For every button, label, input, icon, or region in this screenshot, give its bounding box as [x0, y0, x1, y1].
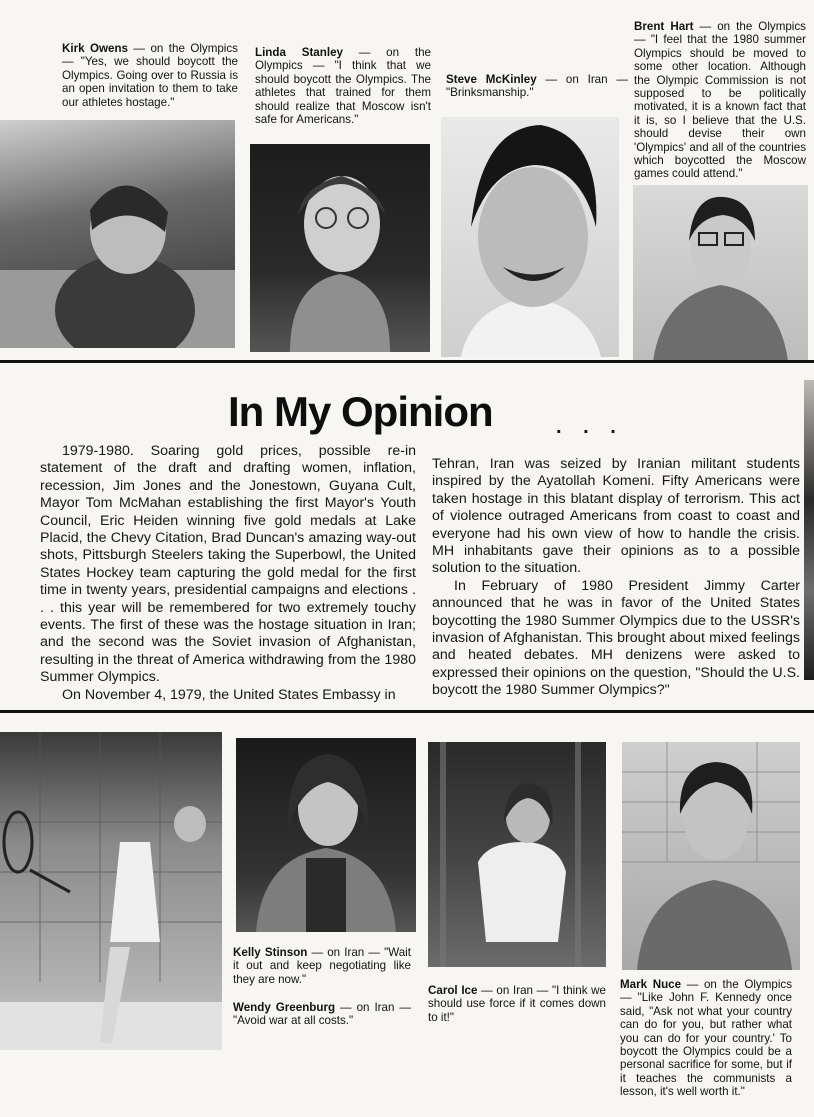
quote-carol-ice — [428, 984, 606, 1024]
quote-name: Brent Hart — [634, 20, 694, 33]
photo-kelly-stinson — [236, 738, 416, 932]
quote-name: Kirk Owens — [62, 42, 128, 55]
quote-text: "I feel that the 1980 summer Olympics should be moved to some other location. Although the Olympic Commission is not supposed to be politically motivated, it is a known fact that it is, so I believe that the U.S. should devise their own 'Olympics' and all of the countries which boycotted the Moscow games could attend." — [634, 33, 806, 181]
page-title: In My Opinion — [228, 388, 493, 435]
bottom-divider — [0, 710, 814, 713]
quote-text: "I think we should use force if it comes down to it!" — [428, 984, 606, 1024]
quote-name: Carol Ice — [428, 984, 478, 997]
page-edge-shadow — [804, 380, 814, 680]
photo-steve-mckinley — [441, 117, 619, 357]
article-paragraph: In February of 1980 President Jimmy Carter announced that he was in favor of the United States boycotting the 1980 Summer Olympics due to the USSR's invasion of Afghanistan. This brought about mixed feelings and heated debates. MH denizens were asked to expressed their opinions on the question, "Should the U.S. boycott the 1980 Summer Olympics?" — [432, 577, 800, 699]
quote-topic: — on Iran — — [335, 1001, 412, 1014]
quote-wendy-greenburg — [233, 1001, 411, 1028]
photo-mark-nuce — [622, 742, 800, 970]
quote-linda-stanley — [255, 46, 431, 126]
quote-text: "Wait it out and keep negotiating like they are now." — [233, 946, 411, 986]
quote-text: "Brinksmanship." — [446, 86, 534, 100]
quote-brent-hart — [634, 20, 806, 181]
quote-text: "Avoid war at all costs." — [233, 1014, 354, 1028]
quote-topic: — on Iran — — [307, 946, 385, 959]
article-column-left — [40, 443, 416, 704]
top-divider — [0, 360, 814, 363]
quote-name: Kelly Stinson — [233, 946, 308, 959]
title-ellipsis: . . . — [556, 416, 624, 438]
article-column-right — [432, 456, 800, 700]
article-paragraph: 1979-1980. Soaring gold prices, possible re-in statement of the draft and drafting women, inflation, recession, Jim Jones and the Jonestown, Guyana Cult, Mayor Tom McMahan establishing the first Mayor's Youth Council, Eric Heiden winning five gold medals at Lake Placid, the Chevy Citation, Brad Duncan's amazing way-out shots, Pittsburgh Steelers taking the Superbowl, the United States Hockey team capturing the gold medal for the first time in twenty years, presidential campaigns and elections . . . this year will be remembered for two extremely touchy events. The first of these was the hostage situation in Iran; and the second was the Soviet invasion of Afghanistan, resulting in the threat of America withdrawing from the 1980 Summer Olympics. — [40, 443, 416, 686]
photo-brent-hart — [633, 185, 808, 361]
quote-name: Mark Nuce — [620, 978, 682, 991]
photo-linda-stanley — [250, 144, 430, 352]
quote-text: "Like John F. Kennedy once said, "Ask not what your country can do for you, but rather what you can do for your country.' To boycott the Olympics could be a personal sacrifice for some, but if it teaches the communists a lesson, it's well worth it." — [620, 991, 792, 1099]
quote-topic: — on Iran — — [536, 73, 628, 86]
quote-text: "Yes, we should boycott the Olympics. Going over to Russia is an open invitation to them to take our athletes hostage." — [62, 55, 238, 109]
quote-topic: — on the Olympics — — [255, 46, 431, 73]
article-paragraph: On November 4, 1979, the United States Embassy in — [62, 686, 396, 703]
quote-name: Linda Stanley — [255, 46, 343, 59]
quote-topic: — on the Olympics — — [62, 42, 238, 69]
quote-topic: — on the Olympics — — [634, 20, 806, 47]
photo-tennis-player — [0, 732, 222, 1050]
quote-topic: — on the Olympics — — [620, 978, 792, 1005]
quote-kirk-owens — [62, 42, 238, 109]
article-paragraph: Tehran, Iran was seized by Iranian militant students inspired by the Ayatollah Komeni. Fifty Americans were taken hostage in this blatant display of terrorism. This act of violence outraged Americans from coast to coast and everyone had his own view of how to handle the crisis. MH inhabitants gave their opinions as to a possible solution to the situation. — [432, 456, 800, 577]
photo-kirk-owens — [0, 120, 235, 348]
quote-steve-mckinley — [446, 73, 628, 100]
quote-topic: — on Iran — — [477, 984, 552, 997]
quote-text: "I think that we should boycott the Olympics. The athletes that trained for them should realize that Moscow isn't safe for Americans." — [255, 59, 431, 127]
quote-kelly-stinson — [233, 946, 411, 986]
photo-carol-ice — [428, 742, 606, 967]
quote-name: Wendy Greenburg — [233, 1001, 336, 1014]
quote-name: Steve McKinley — [446, 73, 537, 86]
quote-mark-nuce — [620, 978, 792, 1099]
